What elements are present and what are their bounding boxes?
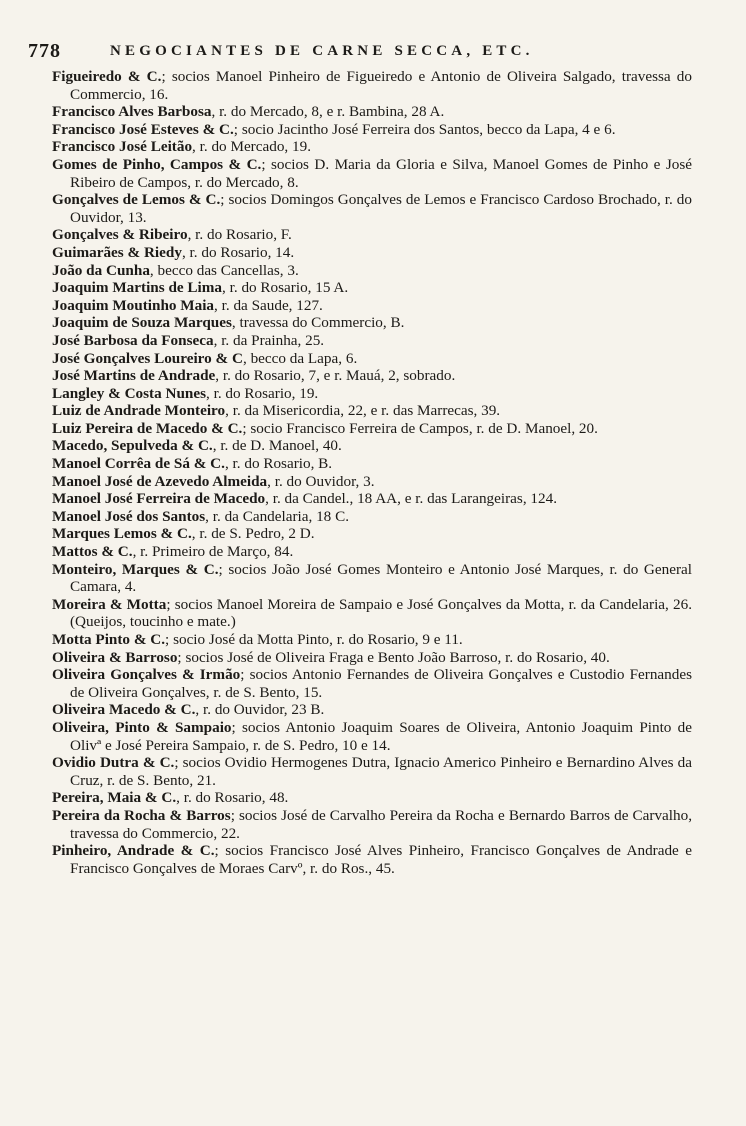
entry-firm-name: Pereira da Rocha & Barros [52,806,231,824]
entry-details: ; socios José de Carvalho Pereira da Rocha e Bernardo Barros de Carvalho, travessa do Commercio, 22. [70,806,693,842]
entry-firm-name: Guimarães & Riedy [52,243,182,261]
entry-details: ; socios João José Gomes Monteiro e Antonio José Marques, r. do General Camara, 4. [70,560,692,596]
directory-entry [52,437,692,455]
entry-details: , r. do Rosario, F. [187,226,292,244]
entry-firm-name: José Martins de Andrade [52,367,216,385]
entry-firm-name: Joaquim Martins de Lima [52,279,223,297]
directory-entry [52,754,692,789]
entry-firm-name: Motta Pinto & C. [52,631,166,648]
directory-entry [52,367,692,385]
directory-entry [52,244,692,262]
entry-firm-name: Francisco Alves Barbosa [52,103,212,121]
directory-entry [52,807,692,842]
entry-details: ; socios D. Maria da Gloria e Silva, Manoel Gomes de Pinho e José Ribeiro de Campos, r. do Mercado, 8. [70,155,692,191]
directory-entry [52,402,692,420]
entry-details: ; socio Francisco Ferreira de Campos, r. de D. Manoel, 20. [242,419,598,437]
entry-details: , r. da Saude, 127. [214,296,323,314]
entry-firm-name: Gonçalves de Lemos & C. [52,191,221,209]
entry-firm-name: Mattos & C. [52,543,133,561]
entry-details: ; socio Jacintho José Ferreira dos Santos, becco da Lapa, 4 e 6. [233,120,616,138]
entry-firm-name: Oliveira, Pinto & Sampaio [52,718,232,736]
directory-entry [52,385,692,403]
entry-firm-name: Joaquim de Souza Marques [52,314,232,332]
entry-details: ; socios Manoel Moreira de Sampaio e José Gonçalves da Motta, r. da Candelaria, 26. (Queijos, toucinho e mate.) [70,595,693,631]
directory-entry [52,789,692,807]
entry-details: , r. de D. Manoel, 40. [212,437,342,455]
entry-firm-name: José Gonçalves Loureiro & C [52,349,243,367]
directory-entry [52,138,692,156]
directory-entry [52,490,692,508]
entry-details: , r. do Rosario, 7, e r. Mauá, 2, sobrado. [215,367,456,385]
directory-entry [52,561,692,596]
directory-entry [52,525,692,543]
entry-details: , r. do Ouvidor, 3. [267,472,375,490]
entry-details: , travessa do Commercio, B. [231,314,405,332]
entry-firm-name: Gomes de Pinho, Campos & C. [52,155,262,173]
entry-details: , r. de S. Pedro, 2 D. [191,525,315,543]
directory-entry [52,455,692,473]
entry-details: ; socios Domingos Gonçalves de Lemos e Francisco Cardoso Brochado, r. do Ouvidor, 13. [70,191,692,226]
entry-details: , r. da Candelaria, 18 C. [205,507,349,525]
directory-entry [52,191,692,226]
entry-firm-name: Luiz Pereira de Macedo & C. [52,419,243,437]
entry-firm-name: Monteiro, Marques & C. [52,560,219,578]
entry-details: ; socios Antonio Fernandes de Oliveira Gonçalves e Custodio Fernandes de Oliveira Gonçalves, r. de S. Bento, 15. [70,666,692,701]
entry-firm-name: Joaquim Moutinho Maia [52,296,215,314]
entry-details: , r. da Prainha, 25. [213,331,325,349]
directory-entry [52,156,692,191]
entry-details: , r. da Misericordia, 22, e r. das Marrecas, 39. [225,402,501,420]
running-head: NEGOCIANTES DE CARNE SECCA, ETC. [110,43,534,59]
directory-entry [52,103,692,121]
directory-entry [52,297,692,315]
entry-firm-name: Manoel Corrêa de Sá & C. [52,455,225,473]
directory-entry [52,473,692,491]
entry-details: ; socio José da Motta Pinto, r. do Rosario, 9 e 11. [165,631,463,648]
entry-firm-name: Pereira, Maia & C. [52,789,177,807]
entry-details: , r. do Rosario, B. [224,455,333,473]
entry-details: , r. do Rosario, 15 A. [222,279,349,297]
entry-details: , becco das Cancellas, 3. [149,261,299,279]
entry-firm-name: Macedo, Sepulveda & C. [52,437,213,455]
entry-details: , r. do Mercado, 8, e r. Bambina, 28 A. [211,103,445,121]
entry-firm-name: Langley & Costa Nunes [52,384,206,402]
entry-firm-name: Pinheiro, Andrade & C. [52,842,215,860]
entry-firm-name: Ovidio Dutra & C. [52,754,175,772]
directory-entry [52,719,692,754]
entry-firm-name: Manoel José Ferreira de Macedo [52,490,266,508]
directory-entry [52,666,692,701]
directory-entry [52,631,692,649]
entry-firm-name: Gonçalves & Ribeiro [52,226,188,244]
directory-entry [52,508,692,526]
directory-entry [52,121,692,139]
entry-details: , r. do Ouvidor, 23 B. [195,701,325,719]
entry-details: , r. do Mercado, 19. [192,138,311,156]
entry-firm-name: Manoel José dos Santos [52,507,206,525]
entry-firm-name: Francisco José Esteves & C. [52,120,234,138]
entry-firm-name: João da Cunha [52,261,150,279]
entry-firm-name: Francisco José Leitão [52,138,193,156]
entry-firm-name: Figueiredo & C. [52,68,162,85]
entry-firm-name: Moreira & Motta [52,595,167,613]
directory-entry [52,262,692,280]
directory-entry [52,226,692,244]
entry-details: ; socios Antonio Joaquim Soares de Oliveira, Antonio Joaquim Pinto de Olivª e José Pereira Sampaio, r. de S. Pedro, 10 e 14. [70,718,692,754]
entry-details: ; socios Manoel Pinheiro de Figueiredo e Antonio de Oliveira Salgado, travessa do Commercio, 16. [70,68,692,103]
directory-entry [52,314,692,332]
directory-entry [52,332,692,350]
entry-details: , r. da Candel., 18 AA, e r. das Larangeiras, 124. [265,490,557,508]
entry-details: , r. do Rosario, 14. [181,243,295,261]
directory-entry [52,842,692,877]
directory-entry [52,649,692,667]
entry-firm-name: José Barbosa da Fonseca [52,331,214,349]
entry-details: , r. Primeiro de Março, 84. [132,543,294,561]
entry-details: ; socios Ovidio Hermogenes Dutra, Ignacio Americo Pinheiro e Bernardino Alves da Cruz, r. de S. Bento, 21. [70,754,692,789]
entry-firm-name: Marques Lemos & C. [52,525,192,543]
entry-firm-name: Oliveira & Barroso [52,648,178,666]
directory-entry [52,701,692,719]
page-header [28,40,708,64]
entry-details: ; socios Francisco José Alves Pinheiro, Francisco Gonçalves de Andrade e Francisco Gonçalves de Moraes Carvº, r. do Ros., 45. [70,842,692,877]
directory-entry [52,596,692,631]
directory-entry [52,279,692,297]
directory-entry [52,68,692,103]
entry-firm-name: Luiz de Andrade Monteiro [52,402,226,420]
entry-firm-name: Oliveira Gonçalves & Irmão [52,666,241,684]
directory-entry [52,350,692,368]
entry-details: , r. do Rosario, 48. [176,789,289,807]
entry-firm-name: Oliveira Macedo & C. [52,701,196,719]
entry-details: ; socios José de Oliveira Fraga e Bento João Barroso, r. do Rosario, 40. [177,648,610,666]
entry-details: , becco da Lapa, 6. [242,349,358,367]
directory-entry [52,543,692,561]
entry-firm-name: Manoel José de Azevedo Almeida [52,472,268,490]
page-number: 778 [28,40,61,62]
directory-entry [52,420,692,438]
entry-details: , r. do Rosario, 19. [206,384,319,402]
entry-list [52,68,692,877]
